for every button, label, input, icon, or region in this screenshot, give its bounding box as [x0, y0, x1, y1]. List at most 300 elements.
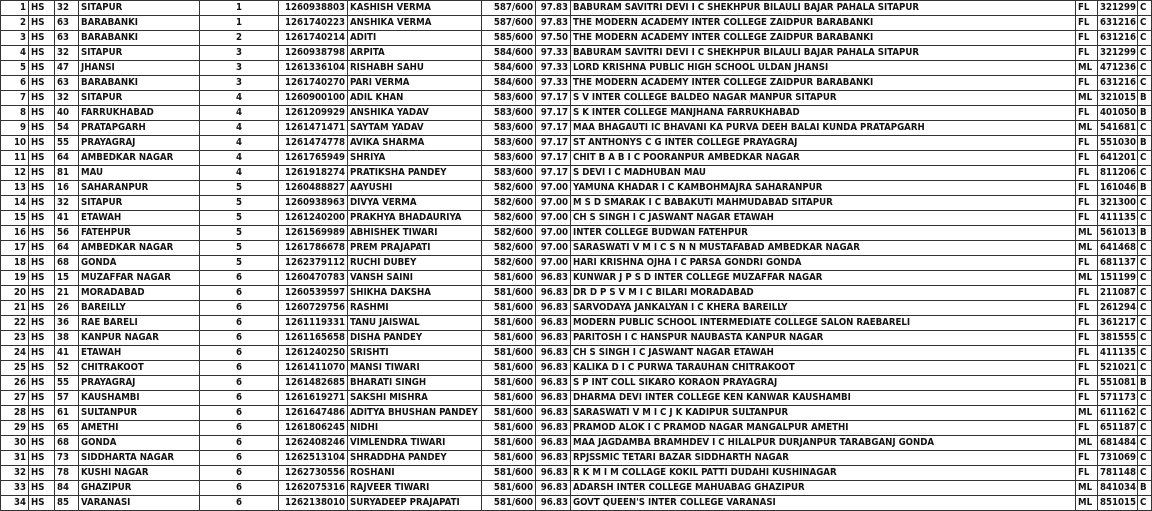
school-code-cell: 161046 — [1098, 181, 1138, 196]
center-type-cell: C — [1138, 211, 1152, 226]
district-name-cell: BARABANKI — [79, 16, 200, 31]
roll-number-cell: 1260729756 — [279, 301, 348, 316]
district-code-cell: 32 — [55, 46, 79, 61]
exam-code-cell: HS — [29, 196, 55, 211]
percentage-cell: 97.00 — [536, 241, 571, 256]
exam-code-cell: HS — [29, 286, 55, 301]
center-type-cell: C — [1138, 76, 1152, 91]
roll-number-cell: 1261569989 — [279, 226, 348, 241]
student-name-cell: SAYTAM YADAV — [348, 121, 482, 136]
student-name-cell: ADITI — [348, 31, 482, 46]
table-row — [1, 61, 1152, 76]
marks-cell: 582/600 — [482, 196, 536, 211]
exam-code-cell: HS — [29, 136, 55, 151]
rank-cell: 4 — [200, 91, 279, 106]
district-code-cell: 41 — [55, 211, 79, 226]
school-code-cell: 321015 — [1098, 91, 1138, 106]
table-row — [1, 316, 1152, 331]
district-name-cell: GONDA — [79, 256, 200, 271]
roll-number-cell: 1260938963 — [279, 196, 348, 211]
district-code-cell: 63 — [55, 31, 79, 46]
marks-cell: 584/600 — [482, 76, 536, 91]
table-row — [1, 166, 1152, 181]
rank-cell: 6 — [200, 421, 279, 436]
gender-cell: FL — [1076, 16, 1098, 31]
school-name-cell: ADARSH INTER COLLEGE MAHUABAG GHAZIPUR — [571, 481, 1076, 496]
roll-number-cell: 1261411070 — [279, 361, 348, 376]
table-row — [1, 196, 1152, 211]
marks-cell: 581/600 — [482, 301, 536, 316]
school-code-cell: 321299 — [1098, 46, 1138, 61]
center-type-cell: C — [1138, 256, 1152, 271]
student-name-cell: VANSH SAINI — [348, 271, 482, 286]
district-name-cell: MAU — [79, 166, 200, 181]
serial-number-cell: 2 — [1, 16, 29, 31]
marks-cell: 583/600 — [482, 166, 536, 181]
rank-cell: 5 — [200, 196, 279, 211]
student-name-cell: NIDHI — [348, 421, 482, 436]
gender-cell: FL — [1076, 76, 1098, 91]
center-type-cell: B — [1138, 226, 1152, 241]
percentage-cell: 97.17 — [536, 166, 571, 181]
district-code-cell: 84 — [55, 481, 79, 496]
percentage-cell: 96.83 — [536, 451, 571, 466]
rank-cell: 6 — [200, 466, 279, 481]
rank-cell: 5 — [200, 226, 279, 241]
serial-number-cell: 3 — [1, 31, 29, 46]
roll-number-cell: 1261918274 — [279, 166, 348, 181]
serial-number-cell: 23 — [1, 331, 29, 346]
serial-number-cell: 19 — [1, 271, 29, 286]
percentage-cell: 96.83 — [536, 271, 571, 286]
marks-cell: 582/600 — [482, 181, 536, 196]
school-name-cell: INTER COLLEGE BUDWAN FATEHPUR — [571, 226, 1076, 241]
district-name-cell: PRAYAGRAJ — [79, 136, 200, 151]
school-code-cell: 521021 — [1098, 361, 1138, 376]
school-name-cell: S K INTER COLLEGE MANJHANA FARRUKHABAD — [571, 106, 1076, 121]
roll-number-cell: 1260938798 — [279, 46, 348, 61]
marks-cell: 583/600 — [482, 106, 536, 121]
district-code-cell: 73 — [55, 451, 79, 466]
merit-list-body — [1, 1, 1152, 511]
center-type-cell: C — [1138, 241, 1152, 256]
table-row — [1, 286, 1152, 301]
exam-code-cell: HS — [29, 361, 55, 376]
school-name-cell: CH S SINGH I C JASWANT NAGAR ETAWAH — [571, 211, 1076, 226]
roll-number-cell: 1261740270 — [279, 76, 348, 91]
school-name-cell: DR D P S V M I C BILARI MORADABAD — [571, 286, 1076, 301]
percentage-cell: 96.83 — [536, 406, 571, 421]
rank-cell: 4 — [200, 121, 279, 136]
table-row — [1, 331, 1152, 346]
serial-number-cell: 12 — [1, 166, 29, 181]
roll-number-cell: 1261119331 — [279, 316, 348, 331]
center-type-cell: C — [1138, 31, 1152, 46]
serial-number-cell: 32 — [1, 466, 29, 481]
district-name-cell: PRATAPGARH — [79, 121, 200, 136]
serial-number-cell: 20 — [1, 286, 29, 301]
rank-cell: 6 — [200, 451, 279, 466]
serial-number-cell: 14 — [1, 196, 29, 211]
student-name-cell: PRAKHYA BHADAURIYA — [348, 211, 482, 226]
center-type-cell: C — [1138, 451, 1152, 466]
rank-cell: 6 — [200, 316, 279, 331]
school-name-cell: CH S SINGH I C JASWANT NAGAR ETAWAH — [571, 346, 1076, 361]
percentage-cell: 97.17 — [536, 151, 571, 166]
district-code-cell: 57 — [55, 391, 79, 406]
exam-code-cell: HS — [29, 76, 55, 91]
roll-number-cell: 1261740214 — [279, 31, 348, 46]
serial-number-cell: 33 — [1, 481, 29, 496]
rank-cell: 6 — [200, 301, 279, 316]
school-code-cell: 561013 — [1098, 226, 1138, 241]
rank-cell: 6 — [200, 286, 279, 301]
district-name-cell: KUSHI NAGAR — [79, 466, 200, 481]
marks-cell: 581/600 — [482, 436, 536, 451]
serial-number-cell: 34 — [1, 496, 29, 511]
district-name-cell: SITAPUR — [79, 1, 200, 16]
center-type-cell: B — [1138, 181, 1152, 196]
serial-number-cell: 29 — [1, 421, 29, 436]
table-row — [1, 271, 1152, 286]
marks-cell: 581/600 — [482, 316, 536, 331]
school-code-cell: 641201 — [1098, 151, 1138, 166]
roll-number-cell: 1261619271 — [279, 391, 348, 406]
rank-cell: 6 — [200, 481, 279, 496]
student-name-cell: AAYUSHI — [348, 181, 482, 196]
district-code-cell: 78 — [55, 466, 79, 481]
roll-number-cell: 1260470783 — [279, 271, 348, 286]
table-row — [1, 1, 1152, 16]
gender-cell: ML — [1076, 61, 1098, 76]
school-name-cell: BABURAM SAVITRI DEVI I C SHEKHPUR BILAULI BAJAR PAHALA SITAPUR — [571, 46, 1076, 61]
roll-number-cell: 1262138010 — [279, 496, 348, 511]
student-name-cell: PARI VERMA — [348, 76, 482, 91]
district-name-cell: KANPUR NAGAR — [79, 331, 200, 346]
district-code-cell: 16 — [55, 181, 79, 196]
district-name-cell: GHAZIPUR — [79, 481, 200, 496]
serial-number-cell: 18 — [1, 256, 29, 271]
student-name-cell: SRISHTI — [348, 346, 482, 361]
center-type-cell: C — [1138, 316, 1152, 331]
school-name-cell: MAA JAGDAMBA BRAMHDEV I C HILALPUR DURJANPUR TARABGANJ GONDA — [571, 436, 1076, 451]
district-code-cell: 40 — [55, 106, 79, 121]
center-type-cell: C — [1138, 196, 1152, 211]
roll-number-cell: 1262730556 — [279, 466, 348, 481]
roll-number-cell: 1261740223 — [279, 16, 348, 31]
district-name-cell: MUZAFFAR NAGAR — [79, 271, 200, 286]
center-type-cell: C — [1138, 151, 1152, 166]
exam-code-cell: HS — [29, 16, 55, 31]
school-code-cell: 731069 — [1098, 451, 1138, 466]
roll-number-cell: 1262513104 — [279, 451, 348, 466]
marks-cell: 581/600 — [482, 391, 536, 406]
center-type-cell: C — [1138, 436, 1152, 451]
district-name-cell: ETAWAH — [79, 346, 200, 361]
center-type-cell: B — [1138, 106, 1152, 121]
gender-cell: FL — [1076, 181, 1098, 196]
district-code-cell: 54 — [55, 121, 79, 136]
rank-cell: 2 — [200, 31, 279, 46]
serial-number-cell: 11 — [1, 151, 29, 166]
table-row — [1, 436, 1152, 451]
exam-code-cell: HS — [29, 46, 55, 61]
district-code-cell: 32 — [55, 1, 79, 16]
table-row — [1, 391, 1152, 406]
serial-number-cell: 1 — [1, 1, 29, 16]
percentage-cell: 96.83 — [536, 391, 571, 406]
exam-code-cell: HS — [29, 391, 55, 406]
percentage-cell: 96.83 — [536, 466, 571, 481]
serial-number-cell: 10 — [1, 136, 29, 151]
school-code-cell: 841034 — [1098, 481, 1138, 496]
student-name-cell: ABHISHEK TIWARI — [348, 226, 482, 241]
percentage-cell: 97.33 — [536, 76, 571, 91]
center-type-cell: C — [1138, 166, 1152, 181]
rank-cell: 5 — [200, 241, 279, 256]
district-code-cell: 68 — [55, 436, 79, 451]
school-code-cell: 631216 — [1098, 76, 1138, 91]
serial-number-cell: 7 — [1, 91, 29, 106]
percentage-cell: 97.83 — [536, 16, 571, 31]
exam-code-cell: HS — [29, 496, 55, 511]
district-code-cell: 61 — [55, 406, 79, 421]
district-name-cell: AMBEDKAR NAGAR — [79, 151, 200, 166]
student-name-cell: SAKSHI MISHRA — [348, 391, 482, 406]
serial-number-cell: 25 — [1, 361, 29, 376]
percentage-cell: 97.00 — [536, 211, 571, 226]
table-row — [1, 241, 1152, 256]
gender-cell: FL — [1076, 286, 1098, 301]
percentage-cell: 96.83 — [536, 376, 571, 391]
serial-number-cell: 4 — [1, 46, 29, 61]
marks-cell: 581/600 — [482, 361, 536, 376]
school-code-cell: 381555 — [1098, 331, 1138, 346]
table-row — [1, 466, 1152, 481]
school-code-cell: 411135 — [1098, 346, 1138, 361]
exam-code-cell: HS — [29, 181, 55, 196]
district-code-cell: 55 — [55, 376, 79, 391]
school-name-cell: PRAMOD ALOK I C PRAMOD NAGAR MANGALPUR AMETHI — [571, 421, 1076, 436]
serial-number-cell: 24 — [1, 346, 29, 361]
student-name-cell: TANU JAISWAL — [348, 316, 482, 331]
exam-code-cell: HS — [29, 451, 55, 466]
district-name-cell: SITAPUR — [79, 46, 200, 61]
district-code-cell: 56 — [55, 226, 79, 241]
marks-cell: 584/600 — [482, 46, 536, 61]
student-name-cell: SURYADEEP PRAJAPATI — [348, 496, 482, 511]
district-name-cell: SITAPUR — [79, 91, 200, 106]
student-name-cell: ANSHIKA YADAV — [348, 106, 482, 121]
school-name-cell: HARI KRISHNA OJHA I C PARSA GONDRI GONDA — [571, 256, 1076, 271]
table-row — [1, 481, 1152, 496]
percentage-cell: 97.83 — [536, 1, 571, 16]
roll-number-cell: 1261482685 — [279, 376, 348, 391]
student-name-cell: VIMLENDRA TIWARI — [348, 436, 482, 451]
exam-code-cell: HS — [29, 1, 55, 16]
roll-number-cell: 1261336104 — [279, 61, 348, 76]
student-name-cell: DIVYA VERMA — [348, 196, 482, 211]
center-type-cell: B — [1138, 91, 1152, 106]
serial-number-cell: 5 — [1, 61, 29, 76]
district-name-cell: RAE BARELI — [79, 316, 200, 331]
district-name-cell: BAREILLY — [79, 301, 200, 316]
marks-cell: 582/600 — [482, 211, 536, 226]
school-name-cell: THE MODERN ACADEMY INTER COLLEGE ZAIDPUR BARABANKI — [571, 31, 1076, 46]
district-name-cell: GONDA — [79, 436, 200, 451]
percentage-cell: 96.83 — [536, 346, 571, 361]
district-code-cell: 41 — [55, 346, 79, 361]
student-name-cell: SHIKHA DAKSHA — [348, 286, 482, 301]
percentage-cell: 97.33 — [536, 61, 571, 76]
percentage-cell: 97.00 — [536, 226, 571, 241]
student-name-cell: ARPITA — [348, 46, 482, 61]
gender-cell: FL — [1076, 31, 1098, 46]
gender-cell: FL — [1076, 46, 1098, 61]
center-type-cell: C — [1138, 286, 1152, 301]
center-type-cell: C — [1138, 61, 1152, 76]
rank-cell: 5 — [200, 211, 279, 226]
school-name-cell: SARVODAYA JANKALYAN I C KHERA BAREILLY — [571, 301, 1076, 316]
marks-cell: 581/600 — [482, 406, 536, 421]
school-name-cell: YAMUNA KHADAR I C KAMBOHMAJRA SAHARANPUR — [571, 181, 1076, 196]
student-name-cell: ANSHIKA VERMA — [348, 16, 482, 31]
rank-cell: 4 — [200, 151, 279, 166]
gender-cell: FL — [1076, 376, 1098, 391]
exam-code-cell: HS — [29, 91, 55, 106]
marks-cell: 581/600 — [482, 286, 536, 301]
rank-cell: 3 — [200, 46, 279, 61]
district-code-cell: 65 — [55, 421, 79, 436]
exam-code-cell: HS — [29, 106, 55, 121]
serial-number-cell: 9 — [1, 121, 29, 136]
percentage-cell: 97.50 — [536, 31, 571, 46]
school-code-cell: 401050 — [1098, 106, 1138, 121]
exam-code-cell: HS — [29, 406, 55, 421]
gender-cell: FL — [1076, 1, 1098, 16]
table-row — [1, 121, 1152, 136]
roll-number-cell: 1260539597 — [279, 286, 348, 301]
gender-cell: FL — [1076, 256, 1098, 271]
center-type-cell: C — [1138, 46, 1152, 61]
rank-cell: 6 — [200, 496, 279, 511]
rank-cell: 4 — [200, 166, 279, 181]
rank-cell: 5 — [200, 256, 279, 271]
marks-cell: 583/600 — [482, 121, 536, 136]
district-name-cell: SIDDHARTA NAGAR — [79, 451, 200, 466]
school-name-cell: S DEVI I C MADHUBAN MAU — [571, 166, 1076, 181]
school-name-cell: KALIKA D I C PURWA TARAUHAN CHITRAKOOT — [571, 361, 1076, 376]
marks-cell: 581/600 — [482, 346, 536, 361]
marks-cell: 582/600 — [482, 256, 536, 271]
gender-cell: FL — [1076, 196, 1098, 211]
school-code-cell: 781148 — [1098, 466, 1138, 481]
center-type-cell: C — [1138, 121, 1152, 136]
school-code-cell: 471236 — [1098, 61, 1138, 76]
rank-cell: 3 — [200, 61, 279, 76]
gender-cell: ML — [1076, 436, 1098, 451]
gender-cell: FL — [1076, 211, 1098, 226]
table-row — [1, 346, 1152, 361]
marks-cell: 587/600 — [482, 16, 536, 31]
marks-cell: 581/600 — [482, 451, 536, 466]
rank-cell: 6 — [200, 361, 279, 376]
exam-code-cell: HS — [29, 226, 55, 241]
marks-cell: 583/600 — [482, 151, 536, 166]
percentage-cell: 96.83 — [536, 421, 571, 436]
school-code-cell: 641468 — [1098, 241, 1138, 256]
serial-number-cell: 15 — [1, 211, 29, 226]
center-type-cell: C — [1138, 271, 1152, 286]
center-type-cell: C — [1138, 466, 1152, 481]
district-code-cell: 64 — [55, 241, 79, 256]
gender-cell: FL — [1076, 136, 1098, 151]
roll-number-cell: 1260900100 — [279, 91, 348, 106]
exam-code-cell: HS — [29, 316, 55, 331]
district-code-cell: 64 — [55, 151, 79, 166]
table-row — [1, 256, 1152, 271]
roll-number-cell: 1261474778 — [279, 136, 348, 151]
exam-code-cell: HS — [29, 466, 55, 481]
center-type-cell: B — [1138, 136, 1152, 151]
school-name-cell: DHARMA DEVI INTER COLLEGE KEN KANWAR KAUSHAMBI — [571, 391, 1076, 406]
district-code-cell: 85 — [55, 496, 79, 511]
district-code-cell: 32 — [55, 91, 79, 106]
table-row — [1, 301, 1152, 316]
rank-cell: 6 — [200, 376, 279, 391]
gender-cell: FL — [1076, 421, 1098, 436]
table-row — [1, 76, 1152, 91]
district-code-cell: 52 — [55, 361, 79, 376]
percentage-cell: 96.83 — [536, 301, 571, 316]
school-name-cell: KUNWAR J P S D INTER COLLEGE MUZAFFAR NAGAR — [571, 271, 1076, 286]
student-name-cell: PREM PRAJAPATI — [348, 241, 482, 256]
percentage-cell: 97.00 — [536, 256, 571, 271]
school-name-cell: THE MODERN ACADEMY INTER COLLEGE ZAIDPUR BARABANKI — [571, 76, 1076, 91]
district-code-cell: 15 — [55, 271, 79, 286]
serial-number-cell: 28 — [1, 406, 29, 421]
rank-cell: 3 — [200, 76, 279, 91]
table-row — [1, 421, 1152, 436]
school-code-cell: 851015 — [1098, 496, 1138, 511]
percentage-cell: 97.17 — [536, 91, 571, 106]
school-name-cell: S V INTER COLLEGE BALDEO NAGAR MANPUR SITAPUR — [571, 91, 1076, 106]
district-name-cell: CHITRAKOOT — [79, 361, 200, 376]
center-type-cell: B — [1138, 376, 1152, 391]
school-code-cell: 261294 — [1098, 301, 1138, 316]
center-type-cell: C — [1138, 331, 1152, 346]
marks-cell: 585/600 — [482, 31, 536, 46]
student-name-cell: KASHISH VERMA — [348, 1, 482, 16]
district-code-cell: 68 — [55, 256, 79, 271]
marks-cell: 581/600 — [482, 376, 536, 391]
marks-cell: 582/600 — [482, 226, 536, 241]
gender-cell: ML — [1076, 271, 1098, 286]
school-name-cell: MODERN PUBLIC SCHOOL INTERMEDIATE COLLEGE SALON RAEBARELI — [571, 316, 1076, 331]
school-code-cell: 211087 — [1098, 286, 1138, 301]
center-type-cell: C — [1138, 496, 1152, 511]
gender-cell: FL — [1076, 301, 1098, 316]
percentage-cell: 96.83 — [536, 286, 571, 301]
marks-cell: 581/600 — [482, 331, 536, 346]
district-name-cell: SULTANPUR — [79, 406, 200, 421]
rank-cell: 5 — [200, 181, 279, 196]
center-type-cell: C — [1138, 421, 1152, 436]
rank-cell: 6 — [200, 406, 279, 421]
serial-number-cell: 31 — [1, 451, 29, 466]
rank-cell: 6 — [200, 436, 279, 451]
percentage-cell: 96.83 — [536, 481, 571, 496]
